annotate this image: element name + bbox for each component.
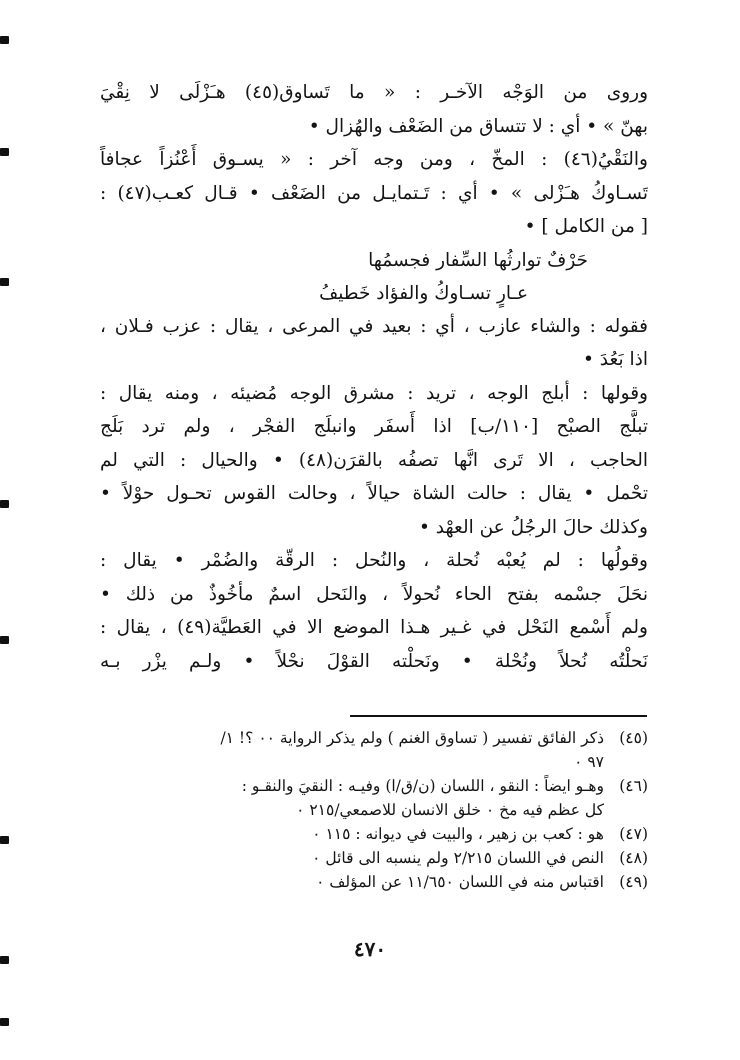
text-line: وقولُها : لم يُعبْه نُحلة ، والنُحل : الرقّة والضُمْر • يقال : xyxy=(100,550,648,571)
scan-edge-mark xyxy=(0,148,9,156)
footnote-text xyxy=(100,846,604,870)
footnote-text xyxy=(100,774,604,822)
footnote-text xyxy=(100,726,604,774)
text-line: فقوله : والشاء عازب ، أي : بعيد في المرعى ، يقال : عزب فـلان ، xyxy=(100,315,648,337)
verse-line: حَرْفٌ توارثُها السِّفار فجسمُها xyxy=(368,249,588,271)
footnote xyxy=(100,846,648,870)
scan-edge-mark xyxy=(0,836,9,844)
text-line: الحاجب ، الا تَرى انَّها تصفُه بالقرَن(٤٨) • والحيال : التي لم xyxy=(100,449,648,471)
footnote-separator xyxy=(350,715,647,717)
footnote-number: (٤٧) xyxy=(619,825,648,843)
text-line: نحَلَ جسْمه بفتح الحاء نُحولاً ، والنَحل اسمٌ مأخُوذٌ من ذلك • xyxy=(100,583,648,605)
text-line: وكذلك حالَ الرجُلُ عن العهْد • xyxy=(418,516,648,538)
footnote xyxy=(100,774,648,822)
text-line: وقولها : أبلج الوجه ، تريد : مشرق الوجه مُضيئه ، ومنه يقال : xyxy=(100,382,648,404)
footnote xyxy=(100,870,648,894)
page-number: ٤٧٠ xyxy=(353,937,387,961)
footnote-number: (٤٩) xyxy=(619,873,648,891)
footnote-line: ٩٧ ٠ xyxy=(574,753,604,771)
text-line: والنَقْيُ(٤٦) : المخّ ، ومن وجه آخر : « يسـوق أَعْنُزاً عجافاً xyxy=(100,149,648,170)
text-line: اذا بَعُدَ • xyxy=(583,349,648,370)
text-line: نَحلْتُه نُحلاً ونُحْلة • ونَحلْته القوْلَ نحْلاً • ولـم يزْر بـه xyxy=(100,650,648,672)
text-line: تَسـاوكُ هـَزْلى » • أي : تَـتمايـل من الضَعْف • قـال كعـب(٤٧) : xyxy=(100,182,648,204)
footnote-line: هو : كعب بن زهير ، والبيت في ديوانه : ١١٥ ٠ xyxy=(312,825,604,843)
footnote xyxy=(100,726,648,774)
footnote-line: كل عظم فيه مخ ٠ خلق الانسان للاصمعي/٢١٥ ٠ xyxy=(296,801,604,819)
scan-edge-mark xyxy=(0,1018,9,1026)
footnote-line: اقتباس منه في اللسان ١١/٦٥٠ عن المؤلف ٠ xyxy=(316,873,604,891)
scan-edge-mark xyxy=(0,636,9,644)
footnotes xyxy=(100,726,648,894)
footnote-text xyxy=(100,822,604,846)
text-line: [ من الكامل ] • xyxy=(524,216,648,237)
text-line: تبلَّج الصبْح [١١٠/ب] اذا أَسفَر وانبلَج الفجْر ، ولم ترد بَلَج xyxy=(100,416,648,437)
scan-edge-mark xyxy=(0,956,9,964)
footnote-number: (٤٥) xyxy=(619,729,648,747)
footnote-line: النص في اللسان ٢/٢١٥ ولم ينسبه الى قائل ٠ xyxy=(312,849,604,867)
footnote-text xyxy=(100,870,604,894)
footnote-line: وهـو ايضاً : النقو ، اللسان (ن/ق/ا) وفيـه : النقيَ والنقـو : xyxy=(241,777,604,795)
verse-line: عـارٍ تسـاوكُ والفؤاد خَطيفُ xyxy=(319,282,528,304)
scan-edge-mark xyxy=(0,500,9,508)
text-line: بهنّ » • أي : لا تتساق من الضَعْف والهُزال • xyxy=(308,115,648,137)
text-line: ولم أَسْمع النَحْل في غـير هـذا الموضع الا في العَطيَّة(٤٩) ، يقال : xyxy=(100,617,648,638)
footnote-number: (٤٨) xyxy=(619,849,648,867)
footnote-number: (٤٦) xyxy=(619,777,648,795)
scan-edge-mark xyxy=(0,36,9,44)
main-text xyxy=(100,76,648,678)
footnote-line: ذكر الفائق تفسير ( تساوق الغنم ) ولم يذكر الرواية ٠٠ ؟! ١/ xyxy=(220,729,604,747)
text-line: وروى من الوَجْه الآخـر : « ما تَساوق(٤٥) هـَزْلَى لا نِقْيَ xyxy=(100,82,648,103)
footnote xyxy=(100,822,648,846)
scan-edge-mark xyxy=(0,278,9,286)
text-line: تحْمل • يقال : حالت الشاة حيالاً ، وحالت القوس تحـول حوْلاً • xyxy=(100,483,648,504)
